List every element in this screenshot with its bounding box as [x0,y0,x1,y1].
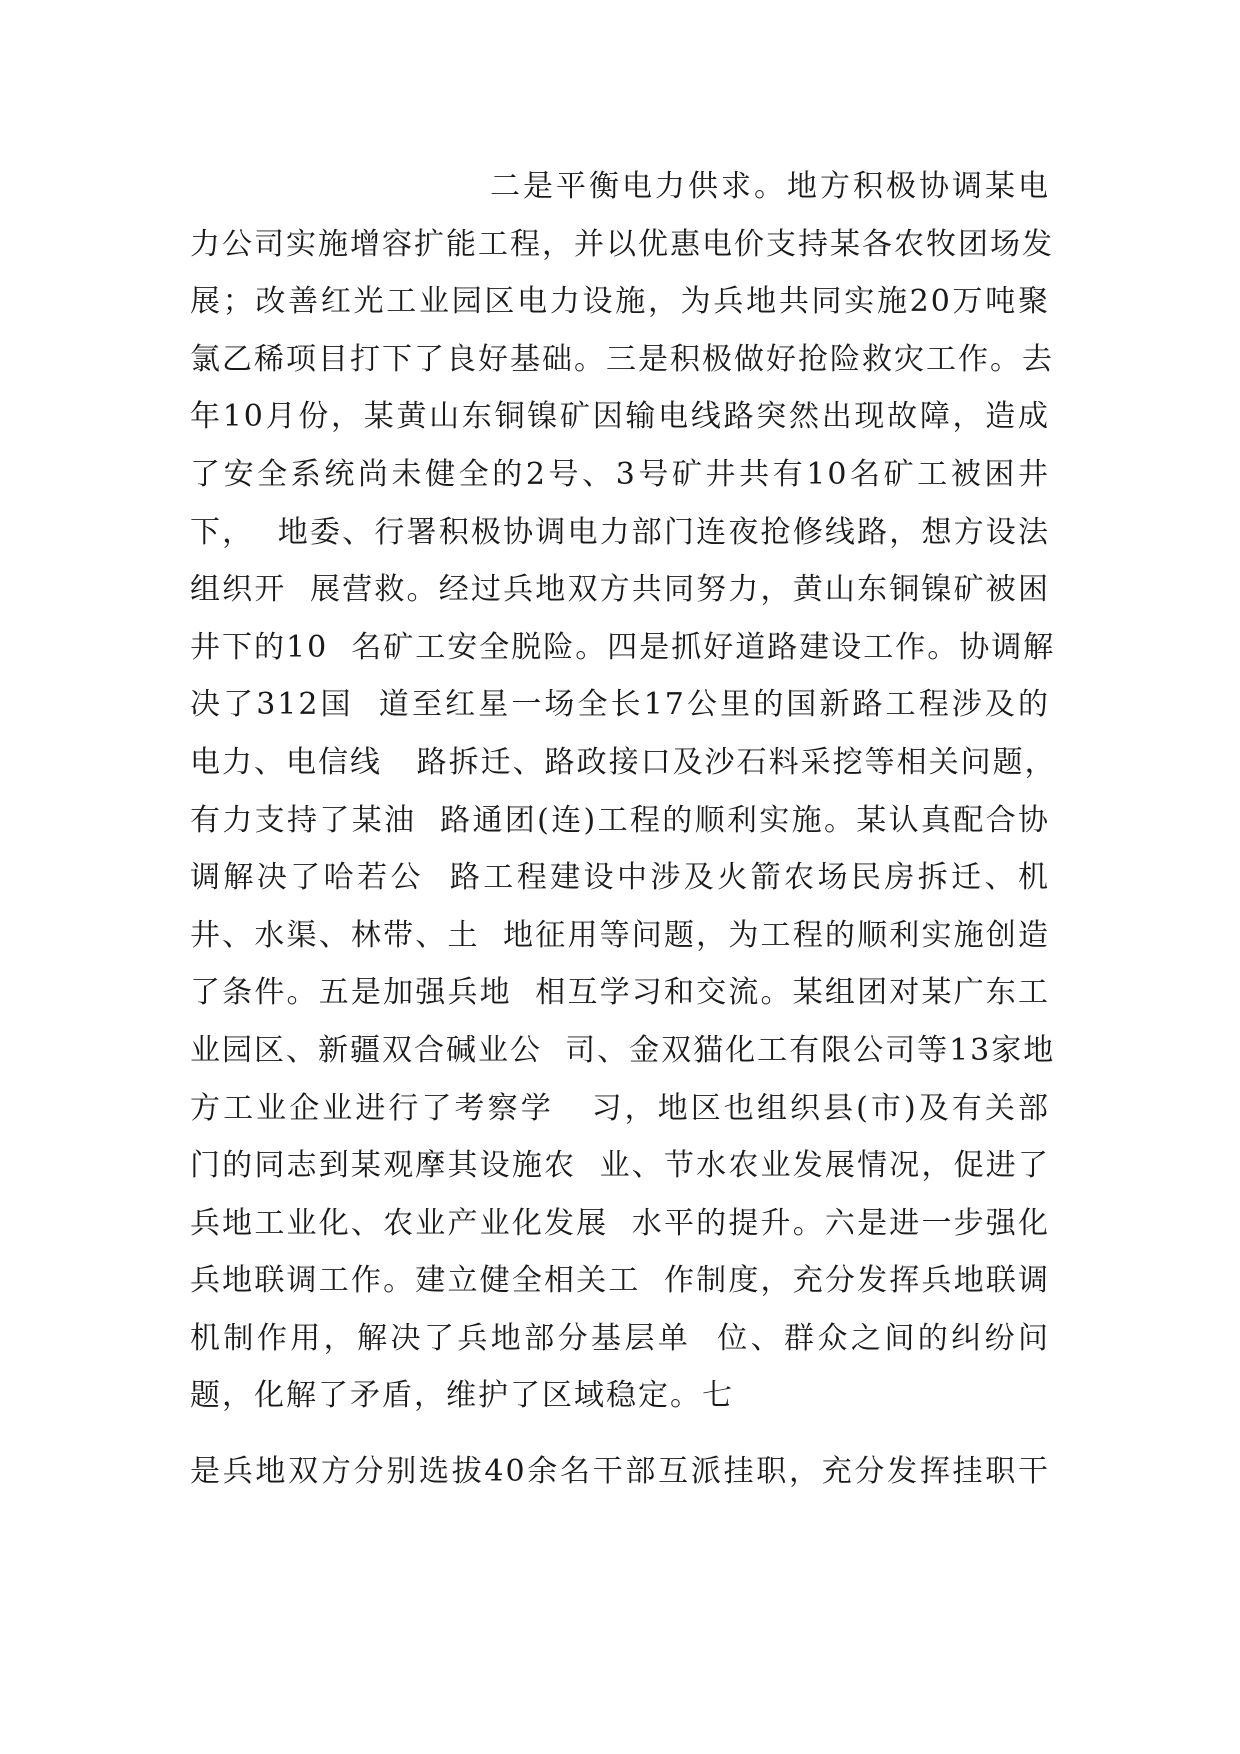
text-line: 了安全系统尚未健全的2号、3号矿井共有10名矿工被困井 [190,456,1050,492]
text-line: 了条件。五是加强兵地 相互学习和交流。某组团对某广东工 [190,975,1050,1011]
text-line: 方工业企业进行了考察学 习，地区也组织县(市)及有关部 [190,1090,1050,1126]
text-line: 机制作用，解决了兵地部分基层单 位、群众之间的纠纷问 [190,1320,1050,1356]
text-line: 氯乙稀项目打下了良好基础。三是积极做好抢险救灾工作。去 [190,341,1054,377]
text-line: 井下的10 名矿工安全脱险。四是抓好道路建设工作。协调解 [190,629,1056,665]
text-line: 门的同志到某观摩其设施农 业、节水农业发展情况，促进了 [190,1148,1050,1184]
text-line: 题，化解了矛盾，维护了区域稳定。七 [190,1378,734,1414]
text-line: 有力支持了某油 路通团(连)工程的顺利实施。某认真配合协 [190,802,1050,838]
text-line: 调解决了哈若公 路工程建设中涉及火箭农场民房拆迁、机 [190,860,1050,896]
text-line: 井、水渠、林带、土 地征用等问题，为工程的顺利实施创造 [190,917,1050,953]
text-line: 电力、电信线 路拆迁、路政接口及沙石料采挖等相关问题， [190,744,1057,780]
text-line: 年10月份，某黄山东铜镍矿因输电线路突然出现故障，造成 [190,399,1050,435]
text-line: 兵地工业化、农业产业化发展 水平的提升。六是进一步强化 [190,1205,1050,1241]
text-line: 二是平衡电力供求。地方积极协调某电 [490,169,1050,204]
text-line: 组织开 展营救。经过兵地双方共同努力，黄山东铜镍矿被困 [190,572,1050,608]
text-line: 决了312国 道至红星一场全长17公里的国新路工程涉及的 [190,687,1050,723]
text-line-continuation: 是兵地双方分别选拔40余名干部互派挂职，充分发挥挂职干 [190,1454,1050,1490]
text-line: 下， 地委、行署积极协调电力部门连夜抢修线路，想方设法 [190,514,1050,550]
text-line: 力公司实施增容扩能工程，并以优惠电价支持某各农牧团场发 [190,226,1054,262]
text-line: 兵地联调工作。建立健全相关工 作制度，充分发挥兵地联调 [190,1263,1050,1299]
text-line: 业园区、新疆双合碱业公 司、金双猫化工有限公司等13家地 [190,1032,1056,1068]
document-body [190,158,1057,1501]
text-line: 展；改善红光工业园区电力设施，为兵地共同实施20万吨聚 [190,284,1050,320]
